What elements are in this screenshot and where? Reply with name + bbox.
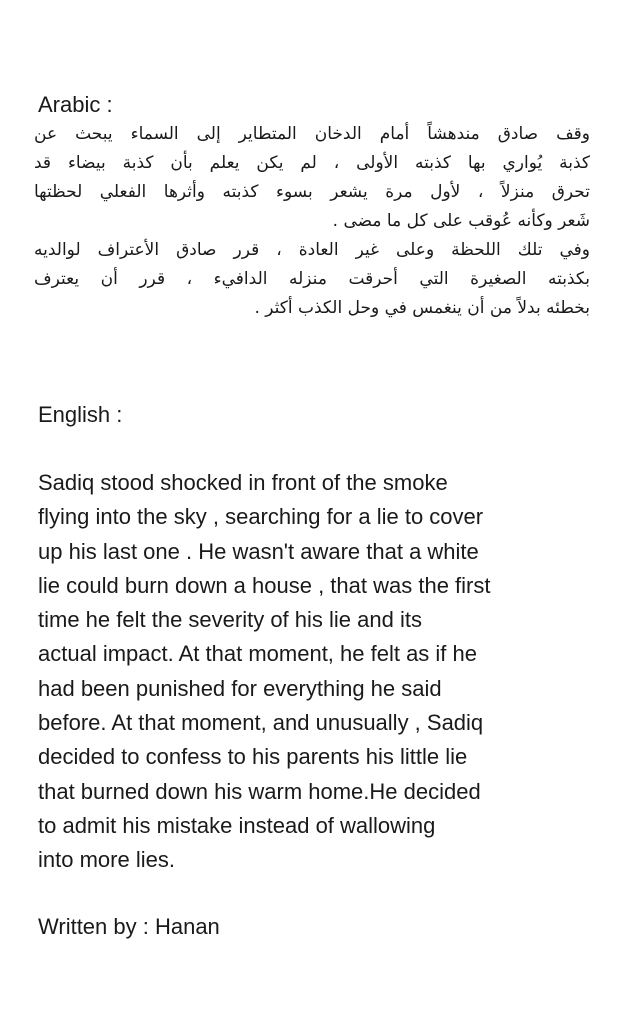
arabic-line: تحرق منزلاً ، لأول مرة يشعر بسوء كذبته وأثرها الفعلي لحظتها xyxy=(34,182,590,202)
english-line: to admit his mistake instead of wallowing xyxy=(38,812,436,838)
english-line: time he felt the severity of his lie and its xyxy=(38,607,422,633)
arabic-line: وقف صادق مندهشاً أمام الدخان المتطاير إلى السماء يبحث عن xyxy=(34,124,590,144)
english-line: that burned down his warm home.He decided xyxy=(38,778,481,804)
english-line: Sadiq stood shocked in front of the smoke xyxy=(38,470,448,495)
english-line: into more lies. xyxy=(38,847,175,873)
author-credit: Written by : Hanan xyxy=(38,914,220,939)
english-line: decided to confess to his parents his little lie xyxy=(38,744,468,770)
arabic-line: وفي تلك اللحظة وعلى غير العادة ، قرر صادق الأعتراف لوالديه xyxy=(34,240,590,260)
english-line: had been punished for everything he said xyxy=(38,675,442,701)
arabic-line: كذبة يُواري بها كذبته الأولى ، لم يكن يعلم بأن كذبة بيضاء قد xyxy=(34,153,590,173)
arabic-line: بخطئه بدلاً من أن ينغمس في وحل الكذب أكثر . xyxy=(254,298,590,318)
arabic-heading: Arabic : xyxy=(38,92,113,117)
arabic-line: بكذبته الصغيرة التي أحرقت منزله الدافيء ، قرر أن يعترف xyxy=(34,269,590,289)
english-paragraph xyxy=(38,466,598,878)
english-heading: English : xyxy=(38,402,123,427)
english-line: flying into the sky , searching for a lie to cover xyxy=(38,504,484,530)
english-line: up his last one . He wasn't aware that a white xyxy=(38,538,479,564)
english-line: actual impact. At that moment, he felt as if he xyxy=(38,641,478,667)
arabic-paragraph xyxy=(34,120,590,323)
arabic-line: شَعر وكأنه عُوقب على كل ما مضى . xyxy=(332,211,590,231)
english-line: before. At that moment, and unusually , Sadiq xyxy=(38,710,484,736)
english-line: lie could burn down a house , that was the first xyxy=(38,572,491,598)
